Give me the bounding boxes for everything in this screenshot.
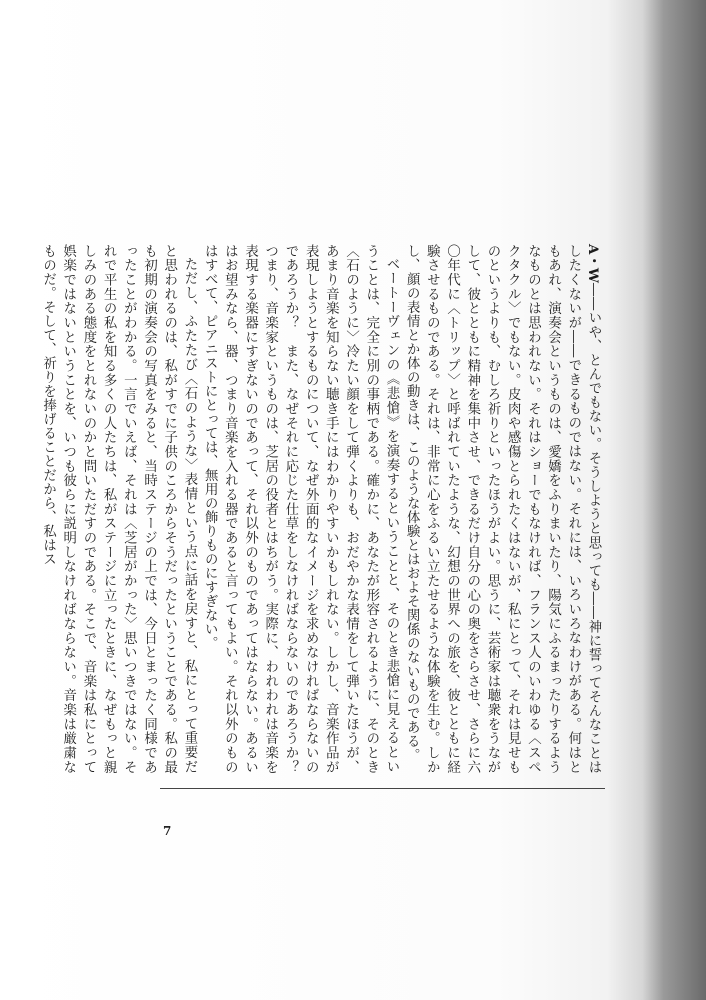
paragraph-2 [199,244,401,788]
footer-rule [160,788,605,789]
speaker-label: A・W [585,244,601,283]
paragraph-1 [401,244,603,774]
paragraph-text: ただし、ふたたび〈石のような〉表情という点に話を戻すと、私にとって重要だと思われるのは、私がすでに子供のころからそうだったということである。私の最も初期の演奏会の写真をみると、当時ステージの上では、今日とまったく同様であったことがわかる。一言でいえば、それは〈芝居がかった〉思いつきではない。それで平生の私を知る多くの人たちは、私がステージに立ったときに、なぜもっと親しみのある態度をとれないのかと問いただすのである。そこで、音楽は私にとって娯楽ではないということを、いつも彼らに説明しなければならない。音楽は厳粛なものだ。そして、祈りを捧げることだから、私はス [40,244,197,774]
paragraph-text: ――いや、とんでもない。そうしようと思っても――神に誓ってそんなことはしたくないが――できるものではない。それには、いろいろなわけがある。何はともあれ、演奏会というものは、愛嬌をふりまいたり、陽気にふるまったりするようなものとは思われない。それはショーでもなければ、フランス人のいわゆる〈スペクタクル〉でもない。皮肉や感傷とられたくはないが、私にとって、それは見せものというよりも、むしろ祈りといったほうがよい。思うに、芸術家は聴衆をうながして、彼とともに精神を集中させ、できるだけ自分の心の奥をさらさせ、さらに六〇年代に〈トリップ〉と呼ばれていたような、幻想の世界への旅を、彼とともに経験させるものである。それは、非常に心をふるい立たせるような体験を生む。しかし、顔の表情とか体の動きは、このような体験とはおよそ関係のないものである。 [404,244,601,775]
page-number: 7 [163,824,172,838]
paragraph-text: ベートーヴェンの《悲愴》を演奏するということと、そのとき悲愴に見えるということは、完全に別の事柄である。確かに、あなたが形容されるように、そのとき〈石のように〉冷たい顔をして弾くよりも、おだやかな表情をして弾いたほうが、あまり音楽を知らない聴き手にはわかりやすいかもしれない。しかし、音楽作品が表現しようとするものについて、なぜ外面的なイメージを求めなければならないのであろうか？ また、なぜそれに応じた仕草をしなければならないのであろうか？ つまり、音楽家というものは、芝居の役者とはちがう。実際に、われわれは音楽を表現する楽器にすぎないのであって、それ以外のものであってはならない。あるいはお望みなら、器、つまり音楽を入れる器であると言ってもよい。それ以外のものはすべて、ピアニストにとっては、無用の飾りものにすぎない。 [202,244,399,788]
vertical-text-body [40,244,603,788]
paragraph-3 [37,244,199,774]
